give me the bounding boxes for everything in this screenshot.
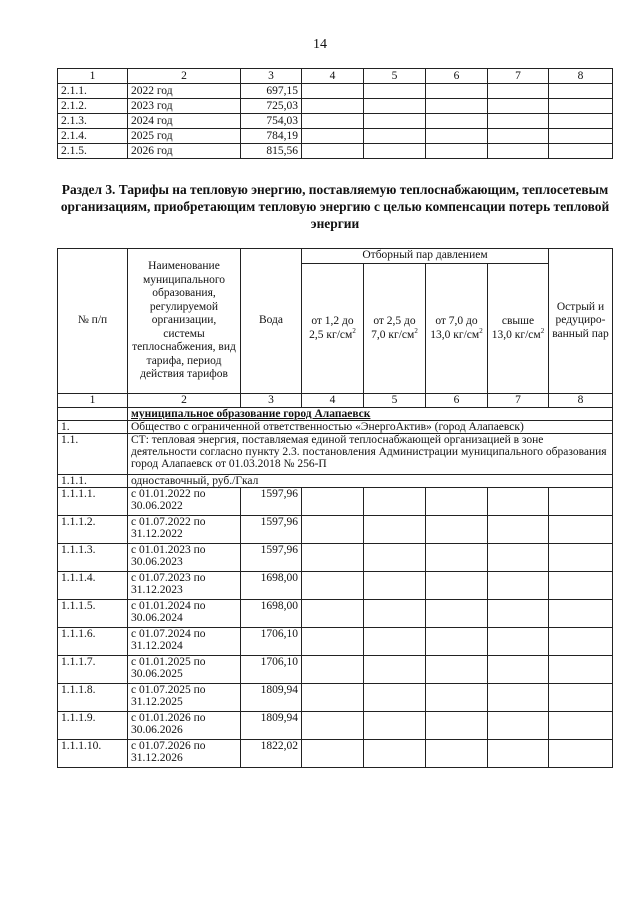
column-number: 4 (302, 394, 364, 408)
empty-cell (302, 712, 364, 740)
year-label: 2024 год (128, 114, 241, 129)
value-cell: 754,03 (241, 114, 302, 129)
tariff-period: с 01.01.2022 по 30.06.2022 (128, 488, 241, 516)
value-cell: 784,19 (241, 129, 302, 144)
empty-cell (488, 712, 549, 740)
table-header-row (58, 249, 613, 264)
empty-cell (488, 656, 549, 684)
header-steam-1: от 1,2 до 2,5 $кг/см^2$ (302, 264, 364, 394)
empty-cell (364, 684, 426, 712)
tariff-value: 1809,94 (241, 684, 302, 712)
empty-cell (488, 99, 549, 114)
organization-name: Общество с ограниченной ответственностью «ЭнергоАктив» (город Алапаевск) (128, 421, 613, 434)
empty-cell (426, 84, 488, 99)
tariff-row (58, 656, 613, 684)
tariff-row (58, 516, 613, 544)
column-number: 2 (128, 69, 241, 84)
tariff-row (58, 740, 613, 768)
row-number: 1.1.1.2. (58, 516, 128, 544)
row-number: 1.1.1.3. (58, 544, 128, 572)
tariff-row (58, 600, 613, 628)
value-cell: 815,56 (241, 144, 302, 159)
empty-cell (488, 144, 549, 159)
table-row (58, 99, 613, 114)
empty-cell (488, 516, 549, 544)
column-number: 6 (426, 69, 488, 84)
continuation-table (57, 68, 613, 159)
empty-cell (549, 628, 613, 656)
row-number: 1.1.1.6. (58, 628, 128, 656)
empty-cell (302, 600, 364, 628)
empty-cell (549, 84, 613, 99)
empty-cell (549, 488, 613, 516)
empty-cell (302, 488, 364, 516)
tariff-row (58, 712, 613, 740)
column-number: 6 (426, 394, 488, 408)
system-row (58, 434, 613, 475)
empty-cell (426, 488, 488, 516)
empty-cell (302, 84, 364, 99)
empty-cell (302, 129, 364, 144)
tariff-row (58, 544, 613, 572)
tariff-value: 1698,00 (241, 600, 302, 628)
empty-cell (488, 600, 549, 628)
empty-cell (488, 544, 549, 572)
empty-cell (488, 572, 549, 600)
empty-cell (488, 740, 549, 768)
empty-cell (549, 572, 613, 600)
empty-cell (426, 114, 488, 129)
table-row (58, 114, 613, 129)
empty-cell (302, 656, 364, 684)
empty-cell (302, 572, 364, 600)
empty-cell (302, 516, 364, 544)
row-number: 1.1.1.1. (58, 488, 128, 516)
year-label: 2022 год (128, 84, 241, 99)
tariff-value: 1698,00 (241, 572, 302, 600)
empty-cell (426, 99, 488, 114)
empty-cell (426, 516, 488, 544)
empty-cell (364, 129, 426, 144)
tariff-value: 1706,10 (241, 628, 302, 656)
empty-cell (426, 600, 488, 628)
header-steam-group: Отборный пар давлением (302, 249, 549, 264)
empty-cell (302, 684, 364, 712)
tariff-value: 1597,96 (241, 544, 302, 572)
column-number: 7 (488, 394, 549, 408)
row-number: 1.1. (58, 434, 128, 475)
tariff-table (57, 248, 613, 768)
column-number: 1 (58, 394, 128, 408)
row-number: 2.1.5. (58, 144, 128, 159)
tariff-value: 1706,10 (241, 656, 302, 684)
column-number: 4 (302, 69, 364, 84)
row-number: 1.1.1.10. (58, 740, 128, 768)
empty-cell (488, 488, 549, 516)
empty-cell (488, 628, 549, 656)
empty-cell (302, 99, 364, 114)
tariff-type-row (58, 475, 613, 488)
empty-cell (426, 129, 488, 144)
empty-cell (302, 144, 364, 159)
empty-cell (364, 572, 426, 600)
empty-cell (549, 114, 613, 129)
tariff-type-name: одноставочный, руб./Гкал (128, 475, 613, 488)
header-steam-2: от 2,5 до 7,0 $кг/см^2$ (364, 264, 426, 394)
empty-cell (364, 544, 426, 572)
empty-cell (302, 544, 364, 572)
column-number: 2 (128, 394, 241, 408)
page-number: 14 (313, 37, 327, 52)
empty-cell (426, 572, 488, 600)
header-steam-4: свыше 13,0 $кг/см^2$ (488, 264, 549, 394)
empty-cell (364, 516, 426, 544)
empty-cell (549, 99, 613, 114)
tariff-row (58, 628, 613, 656)
empty-cell (426, 712, 488, 740)
row-number: 1.1.1.9. (58, 712, 128, 740)
value-cell: 725,03 (241, 99, 302, 114)
empty-cell (364, 99, 426, 114)
tariff-value: 1597,96 (241, 516, 302, 544)
tariff-period: с 01.01.2025 по 30.06.2025 (128, 656, 241, 684)
row-number: 1. (58, 421, 128, 434)
table-row (58, 129, 613, 144)
empty-cell (302, 114, 364, 129)
municipality-row (58, 408, 613, 421)
header-water: Вода (241, 249, 302, 394)
column-number: 1 (58, 69, 128, 84)
column-number: 8 (549, 69, 613, 84)
header-number: № п/п (58, 249, 128, 394)
empty-cell (426, 144, 488, 159)
tariff-period: с 01.01.2023 по 30.06.2023 (128, 544, 241, 572)
tariff-value: 1822,02 (241, 740, 302, 768)
empty-cell (549, 656, 613, 684)
empty-cell (549, 740, 613, 768)
tariff-period: с 01.01.2026 по 30.06.2026 (128, 712, 241, 740)
tariff-row (58, 488, 613, 516)
empty-cell (549, 684, 613, 712)
empty-cell (302, 628, 364, 656)
empty-cell (364, 488, 426, 516)
header-name: Наименование муниципального образования, регулируемой организации, системы теплоснабжения, вид тарифа, период действия тарифов (128, 249, 241, 394)
empty-cell (364, 656, 426, 684)
row-number: 2.1.1. (58, 84, 128, 99)
empty-cell (364, 712, 426, 740)
municipality-name: муниципальное образование город Алапаевск (128, 408, 613, 421)
header-steam-3: от 7,0 до 13,0 $кг/см^2$ (426, 264, 488, 394)
column-number: 3 (241, 69, 302, 84)
row-number: 1.1.1.5. (58, 600, 128, 628)
year-label: 2023 год (128, 99, 241, 114)
column-number: 3 (241, 394, 302, 408)
column-number: 5 (364, 69, 426, 84)
tariff-period: с 01.07.2024 по 31.12.2024 (128, 628, 241, 656)
column-number: 7 (488, 69, 549, 84)
empty-cell (302, 740, 364, 768)
tariff-period: с 01.07.2026 по 31.12.2026 (128, 740, 241, 768)
empty-cell (549, 144, 613, 159)
year-label: 2026 год (128, 144, 241, 159)
column-number: 8 (549, 394, 613, 408)
empty-cell (488, 129, 549, 144)
tariff-period: с 01.07.2025 по 31.12.2025 (128, 684, 241, 712)
empty-cell (364, 740, 426, 768)
value-cell: 697,15 (241, 84, 302, 99)
empty-cell (364, 144, 426, 159)
row-number: 1.1.1.7. (58, 656, 128, 684)
organization-row (58, 421, 613, 434)
column-numbers-row (58, 394, 613, 408)
empty-cell (426, 628, 488, 656)
table-header-row (58, 69, 613, 84)
tariff-value: 1809,94 (241, 712, 302, 740)
empty-cell (549, 600, 613, 628)
empty-cell (549, 544, 613, 572)
row-number: 1.1.1. (58, 475, 128, 488)
section-title: Раздел 3. Тарифы на тепловую энергию, поставляемую теплоснабжающим, теплосетевым организациям, приобретающим тепловую энергию с целью компенсации потерь тепловой энергии (60, 182, 610, 231)
row-number: 1.1.1.8. (58, 684, 128, 712)
tariff-period: с 01.07.2023 по 31.12.2023 (128, 572, 241, 600)
empty-cell (549, 712, 613, 740)
empty-cell (364, 628, 426, 656)
system-name: СТ: тепловая энергия, поставляемая единой теплоснабжающей организацией в зоне деятельности согласно пункту 2.3. постановления Администрации муниципального образования город Алапаевск от 01.03.2018 № 256-П (128, 434, 613, 475)
table-row (58, 144, 613, 159)
empty-cell (488, 84, 549, 99)
row-number: 2.1.2. (58, 99, 128, 114)
empty-cell (364, 84, 426, 99)
column-number: 5 (364, 394, 426, 408)
tariff-value: 1597,96 (241, 488, 302, 516)
row-number: 1.1.1.4. (58, 572, 128, 600)
row-number: 2.1.4. (58, 129, 128, 144)
tariff-row (58, 684, 613, 712)
empty-cell (364, 114, 426, 129)
empty-cell (426, 656, 488, 684)
empty-cell (426, 544, 488, 572)
empty-cell (58, 408, 128, 421)
empty-cell (364, 600, 426, 628)
year-label: 2025 год (128, 129, 241, 144)
tariff-period: с 01.01.2024 по 30.06.2024 (128, 600, 241, 628)
tariff-period: с 01.07.2022 по 31.12.2022 (128, 516, 241, 544)
table-row (58, 84, 613, 99)
empty-cell (549, 516, 613, 544)
empty-cell (426, 740, 488, 768)
empty-cell (488, 114, 549, 129)
empty-cell (549, 129, 613, 144)
row-number: 2.1.3. (58, 114, 128, 129)
tariff-row (58, 572, 613, 600)
empty-cell (426, 684, 488, 712)
header-sharp-steam: Острый и редуциро-ванный пар (549, 249, 613, 394)
empty-cell (488, 684, 549, 712)
